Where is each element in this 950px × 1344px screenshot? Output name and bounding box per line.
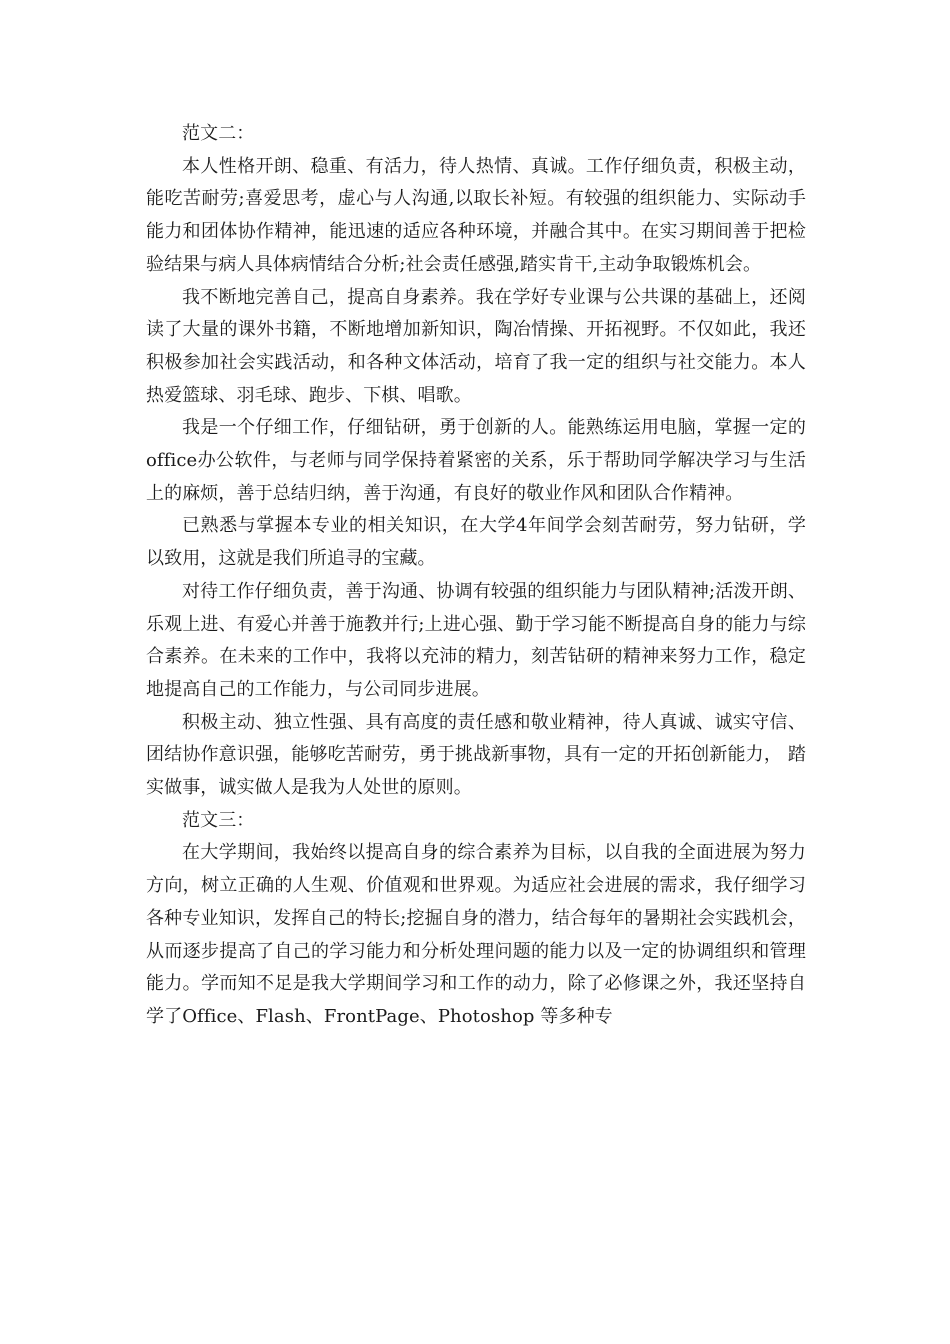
paragraph-4: 已熟悉与掌握本专业的相关知识，在大学4年间学会刻苦耐劳，努力钻研，学以致用，这就是我们所追寻的宝藏。 — [146, 515, 806, 570]
paragraph-6: 积极主动、独立性强、具有高度的责任感和敬业精神，待人真诚、诚实守信、团结协作意识强，能够吃苦耐劳，勇于挑战新事物，具有一定的开拓创新能力， 踏实做事，诚实做人是我为人处世的原则。 — [146, 711, 806, 799]
document-body — [146, 118, 806, 1034]
paragraph-7: 在大学期间，我始终以提高自身的综合素养为目标，以自我的全面进展为努力方向，树立正确的人生观、价值观和世界观。为适应社会进展的需求，我仔细学习各种专业知识，发挥自己的特长;挖掘自身的潜力，结合每年的暑期社会实践机会，从而逐步提高了自己的学习能力和分析处理问题的能力以及一定的协调组织和管理能力。学而知不足是我大学期间学习和工作的动力，除了必修课之外，我还坚持自学了Office、Flash、FrontPage、Photoshop 等多种专 — [146, 842, 806, 1027]
section-heading-fanwen-3: 范文三： — [182, 809, 255, 831]
paragraph-5: 对待工作仔细负责，善于沟通、协调有较强的组织能力与团队精神;活泼开朗、乐观上进、有爱心并善于施教并行;上进心强、勤于学习能不断提高自身的能力与综合素养。在未来的工作中，我将以充沛的精力，刻苦钻研的精神来努力工作，稳定地提高自己的工作能力，与公司同步进展。 — [146, 580, 806, 700]
section-heading-fanwen-2: 范文二： — [182, 123, 255, 144]
paragraph-2: 我不断地完善自己，提高自身素养。我在学好专业课与公共课的基础上，还阅读了大量的课外书籍，不断地增加新知识，陶冶情操、开拓视野。不仅如此，我还积极参加社会实践活动，和各种文体活动，培育了我一定的组织与社交能力。本人热爱篮球、羽毛球、跑步、下棋、唱歌。 — [146, 286, 806, 406]
paragraph-3: 我是一个仔细工作，仔细钻研，勇于创新的人。能熟练运用电脑，掌握一定的office办公软件，与老师与同学保持着紧密的关系，乐于帮助同学解决学习与生活上的麻烦，善于总结归纳，善于沟通，有良好的敬业作风和团队合作精神。 — [146, 417, 806, 504]
paragraph-1: 本人性格开朗、稳重、有活力，待人热情、真诚。工作仔细负责，积极主动，能吃苦耐劳;喜爱思考，虚心与人沟通,以取长补短。有较强的组织能力、实际动手能力和团体协作精神，能迅速的适应各种环境，并融合其中。在实习期间善于把检验结果与病人具体病情结合分析;社会责任感强,踏实肯干,主动争取锻炼机会。 — [146, 155, 806, 275]
